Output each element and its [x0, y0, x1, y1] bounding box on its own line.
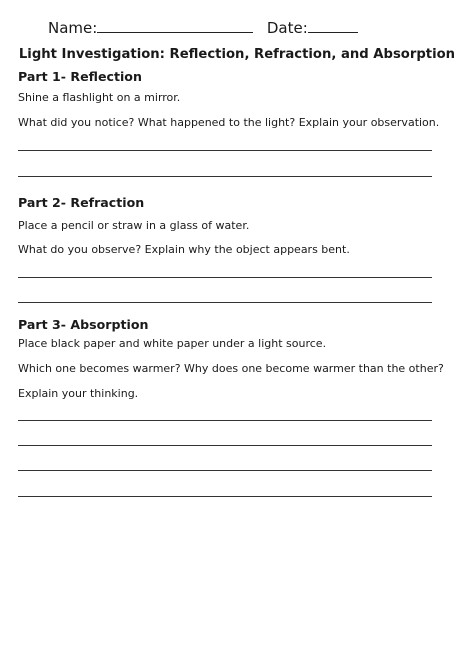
part1-question: What did you notice? What happened to the light? Explain your observation. [18, 116, 440, 129]
part3-question2: Explain your thinking. [18, 387, 139, 400]
part3-instruction: Place black paper and white paper under a light source. [18, 337, 327, 350]
part1-instruction: Shine a flashlight on a mirror. [18, 91, 181, 104]
part2-instruction: Place a pencil or straw in a glass of water. [18, 219, 250, 232]
part3-instruction-block [18, 337, 434, 351]
part3-heading-block [18, 317, 434, 333]
part3-question: Which one becomes warmer? Why does one become warmer than the other? [18, 362, 444, 375]
part2-heading-block [18, 195, 434, 211]
part1-instruction-block [18, 91, 434, 105]
date-blank [308, 18, 358, 33]
name-label: Name: [48, 19, 98, 37]
part1-answer-line-2[interactable] [18, 176, 434, 177]
part1-answer-line-1[interactable] [18, 150, 434, 151]
part3-question-block [18, 362, 444, 376]
part2-question-block [18, 243, 434, 257]
part2-instruction-block [18, 219, 434, 233]
part3-answer-line-1[interactable] [18, 420, 434, 421]
part3-answer-line-2[interactable] [18, 445, 434, 446]
part3-question2-block [18, 387, 434, 401]
part1-question-block [18, 116, 440, 130]
part2-question: What do you observe? Explain why the object appears bent. [18, 243, 350, 256]
part3-heading: Part 3- Absorption [18, 317, 149, 332]
worksheet-title: Light Investigation: Reflection, Refraction, and Absorption [18, 47, 456, 62]
date-label: Date: [266, 19, 308, 37]
part3-answer-line-4[interactable] [18, 496, 434, 497]
part2-answer-line-1[interactable] [18, 277, 434, 278]
part1-heading: Part 1- Reflection [18, 69, 142, 84]
part1-heading-block [18, 69, 434, 85]
part3-answer-line-3[interactable] [18, 470, 434, 471]
name-blank [97, 18, 253, 33]
header-row [48, 18, 454, 37]
part2-answer-line-2[interactable] [18, 302, 434, 303]
part2-heading: Part 2- Refraction [18, 195, 145, 210]
